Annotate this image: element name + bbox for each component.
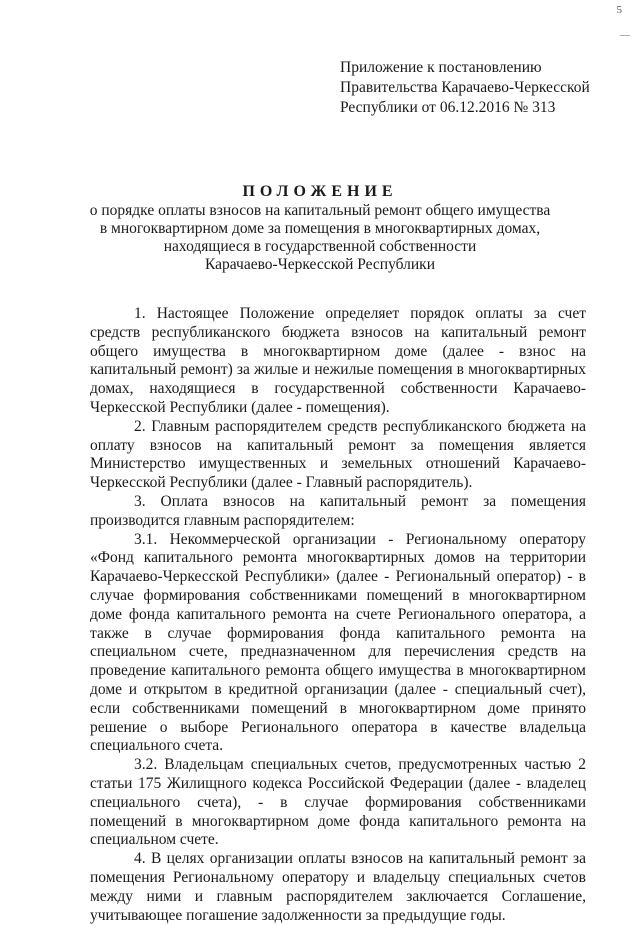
document-title: ПОЛОЖЕНИЕ <box>242 183 398 200</box>
corner-mark: — <box>620 30 630 41</box>
paragraph-3: 3. Оплата взносов на капитальный ремонт за помещения производится главным распорядителем: <box>90 492 586 529</box>
document-subtitle <box>60 202 580 274</box>
subtitle-line: в многоквартирном доме за помещения в многоквартирных домах, <box>99 220 541 237</box>
paragraph-1: 1. Настоящее Положение определяет порядок оплаты за счет средств республиканского бюджета взносов на капитальный ремонт общего имущества в многоквартирном доме (далее - взнос на капитальный ремонт) за жилые и нежилые помещения в многоквартирных домах, находящиеся в государственной собственности Карачаево-Черкесской Республики (далее - помещения). <box>90 305 586 416</box>
paragraph-2: 2. Главным распорядителем средств республиканского бюджета на оплату взносов на капитальный ремонт за помещения является Министерство имущественных и земельных отношений Карачаево-Черкесской Республики (далее - Главный распорядитель). <box>90 417 586 492</box>
appendix-header <box>340 58 630 118</box>
appendix-line: Приложение к постановлению <box>340 59 542 76</box>
subtitle-line: находящиеся в государственной собственности <box>163 238 477 255</box>
appendix-line: Республики от 06.12.2016 № 313 <box>340 99 556 116</box>
subtitle-line: Карачаево-Черкесской Республики <box>205 256 435 273</box>
document-body <box>90 305 586 925</box>
paragraph-3-2: 3.2. Владельцам специальных счетов, предусмотренных частью 2 статьи 175 Жилищного кодекса Российской Федерации (далее - владелец специального счета), - в случае формирования собственниками помещений в многоквартирном доме фонда капитального ремонта на специальном счете. <box>90 756 586 849</box>
paragraph-3-1: 3.1. Некоммерческой организации - Региональному оператору «Фонд капитального ремонта многоквартирных домов на территории Карачаево-Черкесской Республики» (далее - Региональный оператор) - в случае формирования собственниками помещений в многоквартирном доме фонда капитального ремонта на счете Регионального оператора, а также в случае формирования фонда капитального ремонта на специальном счете, предназначенном для перечисления средств на проведение капитального ремонта общего имущества в многоквартирном доме и открытом в кредитной организации (далее - специальный счет), если собственниками помещений в многоквартирном доме принято решение о выборе Регионального оператора в качестве владельца специального счета. <box>90 530 586 755</box>
paragraph-4: 4. В целях организации оплаты взносов на капитальный ремонт за помещения Региональному оператору и владельцу специальных счетов между ними и главным распорядителем заключается Соглашение, учитывающее погашение задолженности за предыдущие годы. <box>90 850 586 924</box>
page-number: 5 <box>616 4 622 16</box>
subtitle-line: о порядке оплаты взносов на капитальный ремонт общего имущества <box>89 202 551 219</box>
appendix-line: Правительства Карачаево-Черкесской <box>340 79 590 96</box>
